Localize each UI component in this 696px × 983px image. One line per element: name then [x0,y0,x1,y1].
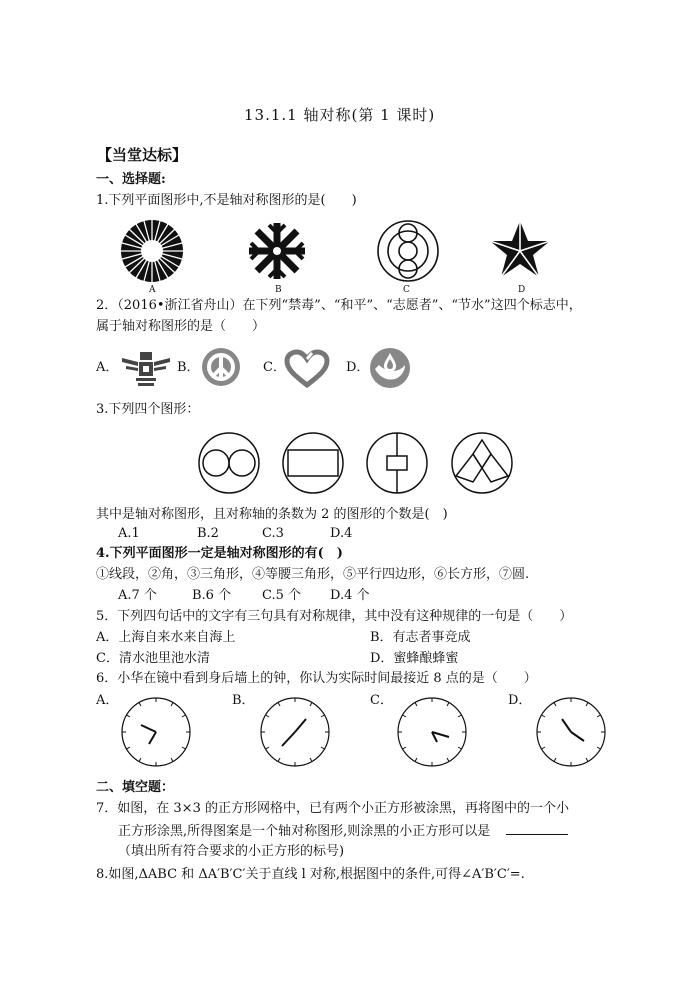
clock-tick [278,758,280,761]
clock-tick [586,758,588,761]
clock-icon [536,697,606,767]
q6-label-c: C． [370,693,393,708]
clock-tick [310,703,312,706]
clock-tick [403,715,406,717]
sunburst-icon [120,219,184,283]
question-7-line2 [118,822,568,841]
q4-option-c: C.5 个 [262,588,302,603]
eagle-logo-icon [118,346,174,388]
clock-tick [458,715,461,717]
clock-tick [447,758,449,761]
question-4: 4.下列平面图形一定是轴对称图形的有( ) [96,546,343,561]
clock-icon [260,697,330,767]
q5-option-c: C．清水池里池水清 [96,651,210,666]
question-1: 1.下列平面图形中,不是轴对称图形的是( ) [96,193,357,208]
clock-tick [597,747,600,749]
clock-tick [171,703,173,706]
q2-label-d: D． [346,360,370,375]
q6-label-d: D． [508,693,532,708]
page-title: 13.1.1 轴对称(第 1 课时) [244,106,436,124]
q4-option-b: B.6 个 [192,588,232,603]
circle-triangles-icon [451,432,513,494]
clock-tick [127,747,130,749]
answer-blank[interactable] [506,822,568,835]
q3-option-b: B.2 [197,526,219,541]
water-drop-icon [369,347,411,389]
question-3-summary: 其中是轴对称图形，且对称轴的条数为 2 的图形的个数是( ) [96,507,448,522]
q5-option-d: D．蜜蜂酿蜂蜜 [370,651,459,666]
q1-label-b: B [275,285,282,295]
q3-option-c: C.3 [262,526,284,541]
heart-icon [284,349,330,389]
q5-option-a: A．上海自来水来自海上 [96,630,236,645]
q1-label-c: C [403,285,410,295]
q2-label-b: B． [177,360,200,375]
clock-tick [415,703,417,706]
circle-cross-square-icon [366,432,428,494]
clock-tick [321,715,324,717]
q4-option-d: D.4 个 [330,588,370,603]
circle-rectangle-icon [282,432,344,494]
q3-option-d: D.4 [330,526,353,541]
clock-tick [554,758,556,761]
clock-tick [542,715,545,717]
star-icon [488,219,552,281]
clock-tick [139,703,141,706]
question-6: 6．小华在镜中看到身后墙上的钟，你认为实际时间最接近 8 点的是（ ） [96,671,537,686]
clock-tick [266,747,269,749]
clock-tick [447,703,449,706]
clock-tick [542,747,545,749]
q4-option-a: A.7 个 [118,588,157,603]
part-heading-fill: 二、填空题： [96,780,175,795]
peace-icon [201,347,241,387]
q6-label-b: B． [232,693,255,708]
section-heading: 【当堂达标】 [97,146,188,164]
part-heading-choice: 一、选择题: [96,172,166,187]
q2-label-a: A． [96,360,119,375]
clock-tick [278,703,280,706]
q1-label-d: D [518,285,526,295]
q6-label-a: A． [96,693,119,708]
q3-option-a: A.1 [118,526,140,541]
clock-tick [139,758,141,761]
clock-tick [415,758,417,761]
question-2-line2: 属于轴对称图形的是（ ） [96,319,266,334]
clock-tick [586,703,588,706]
clock-tick [597,715,600,717]
q5-option-b: B．有志者事竞成 [370,630,471,645]
clock-tick [458,747,461,749]
clock-tick [310,758,312,761]
snowflake-icon [247,221,307,281]
clock-icon [121,697,191,767]
q2-label-c: C． [263,360,286,375]
question-2-line1: 2．（2016•浙江省舟山）在下列“禁毒”、“和平”、“志愿者”、“节水”这四个标志中， [96,298,582,313]
question-8: 8.如图,ΔABC 和 ΔA′B′C′关于直线 l 对称,根据图中的条件,可得∠A′B′C′=. [96,867,525,882]
question-5: 5．下列四句话中的文字有三句具有对称规律，其中没有这种规律的一句是（ ） [96,609,573,624]
nested-circles-icon [376,219,440,283]
question-7-line1: 7．如图，在 3×3 的正方形网格中，已有两个小正方形被涂黑，再将图中的一个小 [96,801,569,816]
question-3: 3.下列四个图形： [96,402,200,417]
clock-tick [182,747,185,749]
clock-icon [397,697,467,767]
question-7-line2-text: 正方形涂黑,所得图案是一个轴对称图形,则涂黑的小正方形可以是 [118,824,491,839]
clock-tick [182,715,185,717]
clock-tick [403,747,406,749]
clock-tick [554,703,556,706]
clock-tick [127,715,130,717]
clock-tick [321,747,324,749]
clock-tick [171,758,173,761]
question-4-items: ①线段，②角，③三角形，④等腰三角形，⑤平行四边形，⑥长方形，⑦圆. [96,567,530,582]
clock-tick [266,715,269,717]
q1-label-a: A [149,285,156,295]
question-7-line3: （填出所有符合要求的小正方形的标号) [118,844,345,859]
two-circles-icon [198,432,260,494]
